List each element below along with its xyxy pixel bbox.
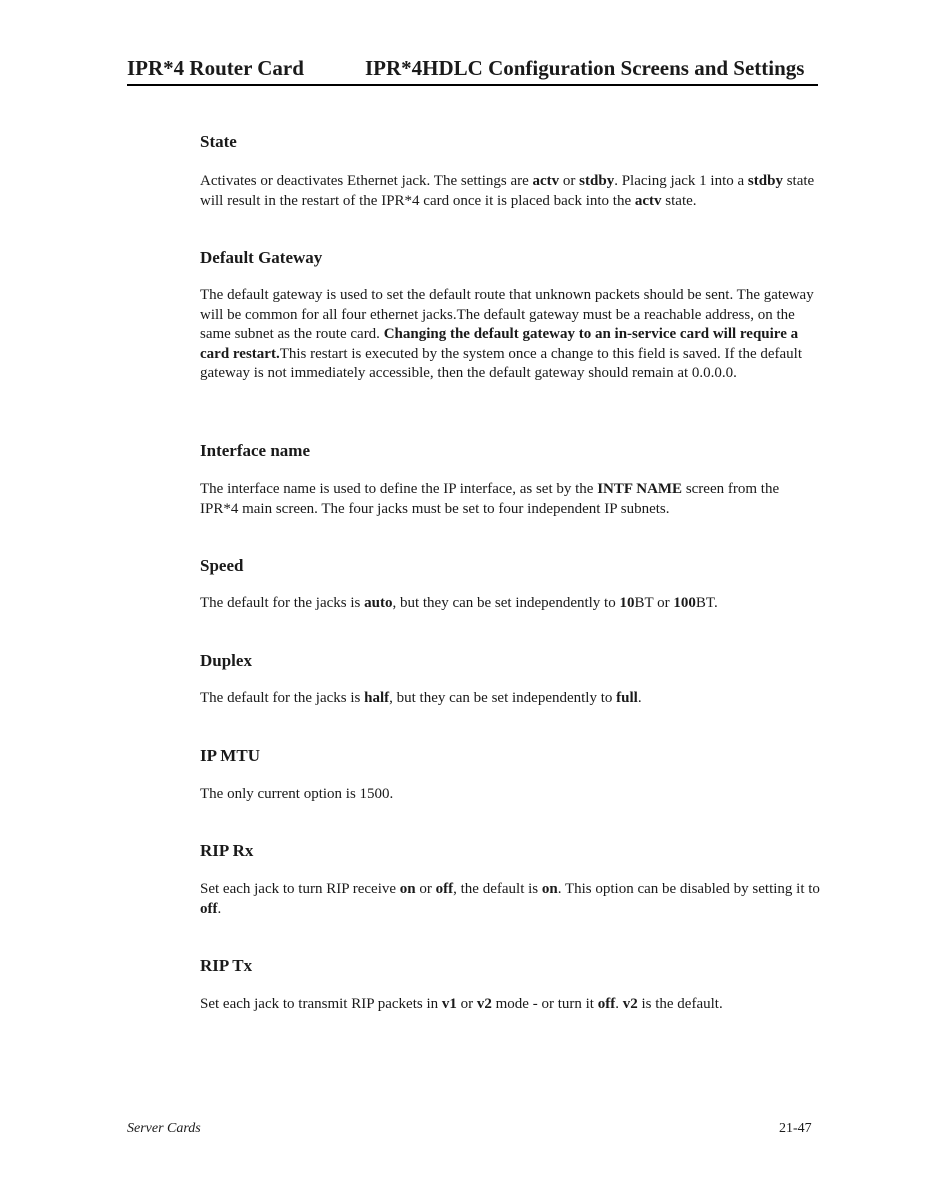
section-rip-tx bbox=[200, 956, 820, 1012]
section-paragraph bbox=[200, 785, 820, 805]
section-default-gateway bbox=[200, 248, 820, 381]
text-run: state will result in the restart of the IPR*4 card once it is placed back into the bbox=[200, 173, 815, 209]
text-run: , but they can be set independently to bbox=[389, 690, 617, 706]
section-title: Default Gateway bbox=[200, 248, 323, 267]
page-header bbox=[127, 54, 818, 86]
bold-text: v2 bbox=[476, 996, 492, 1012]
text-run: state. bbox=[661, 192, 697, 209]
bold-text: 10 bbox=[619, 595, 635, 611]
bold-text: auto bbox=[364, 595, 393, 611]
bold-text: Changing the default gateway to an in-service card will require a card restart. bbox=[200, 326, 799, 362]
section-paragraph bbox=[200, 689, 820, 709]
section-body bbox=[200, 286, 820, 384]
bold-text: stdby bbox=[747, 173, 783, 189]
text-run: . bbox=[217, 900, 222, 917]
bold-text: v2 bbox=[622, 996, 638, 1012]
text-run: The default gateway is used to set the default route that unknown packets should be sent. The gateway will be common for all four ethernet jacks.The default gateway must be a reachable address, on the same subnet as the route card. bbox=[200, 287, 814, 342]
section-paragraph bbox=[200, 286, 820, 384]
section-body bbox=[200, 480, 820, 519]
bold-text: INTF NAME bbox=[597, 481, 683, 497]
bold-text: full bbox=[616, 690, 638, 706]
text-run: mode - or turn it bbox=[491, 996, 598, 1012]
text-run: Activates or deactivates Ethernet jack. The settings are bbox=[200, 173, 533, 189]
text-run: BT or bbox=[634, 595, 674, 611]
bold-text: off bbox=[435, 881, 454, 897]
section-title: State bbox=[200, 132, 237, 151]
text-run: BT. bbox=[695, 595, 718, 611]
section-body bbox=[200, 880, 820, 919]
text-run: The interface name is used to define the IP interface, as set by the bbox=[200, 481, 598, 497]
bold-text: 100 bbox=[673, 595, 696, 611]
text-run: . bbox=[615, 996, 623, 1012]
bold-text: on bbox=[399, 881, 416, 897]
text-run: Set each jack to transmit RIP packets in bbox=[200, 996, 442, 1012]
section-paragraph bbox=[200, 172, 820, 211]
section-body bbox=[200, 172, 820, 211]
bold-text: off bbox=[200, 900, 218, 917]
section-title: RIP Tx bbox=[200, 956, 253, 975]
section-title: Speed bbox=[200, 556, 244, 575]
section-body bbox=[200, 594, 820, 614]
text-run: The default for the jacks is bbox=[200, 690, 365, 706]
bold-text: v1 bbox=[441, 996, 457, 1012]
bold-text: on bbox=[541, 881, 558, 897]
text-run: or bbox=[415, 881, 436, 897]
bold-text: actv bbox=[634, 192, 662, 209]
text-run: This restart is executed by the system once a change to this field is saved. If the default gateway is not immediately accessible, then the default gateway should remain at 0.0.0.0. bbox=[200, 345, 803, 381]
text-run: , the default is bbox=[453, 881, 542, 897]
text-run: The only current option is 1500. bbox=[200, 786, 394, 802]
section-paragraph bbox=[200, 995, 820, 1015]
section-body bbox=[200, 689, 820, 709]
section-duplex bbox=[200, 651, 820, 706]
bold-text: half bbox=[364, 690, 390, 706]
header-right-title: IPR*4HDLC Configuration Screens and Settings bbox=[365, 56, 805, 80]
section-title: Interface name bbox=[200, 441, 310, 460]
section-paragraph bbox=[200, 594, 820, 614]
text-run: . This option can be disabled by setting it to bbox=[557, 881, 820, 897]
header-left-title: IPR*4 Router Card bbox=[127, 56, 304, 80]
page-number: 21-47 bbox=[779, 1121, 812, 1136]
footer-left: Server Cards bbox=[127, 1121, 201, 1136]
bold-text: off bbox=[597, 996, 616, 1012]
section-title: Duplex bbox=[200, 651, 252, 670]
text-run: The default for the jacks is bbox=[200, 595, 365, 611]
text-run: , but they can be set independently to bbox=[392, 595, 620, 611]
text-run: is the default. bbox=[637, 996, 723, 1012]
section-rip-rx bbox=[200, 841, 820, 917]
bold-text: stdby bbox=[579, 173, 615, 189]
section-paragraph bbox=[200, 880, 820, 919]
section-body bbox=[200, 785, 820, 805]
text-run: or bbox=[559, 173, 580, 189]
section-speed bbox=[200, 556, 820, 611]
section-title: RIP Rx bbox=[200, 841, 254, 860]
text-run: . Placing jack 1 into a bbox=[614, 173, 748, 189]
section-state bbox=[200, 132, 820, 209]
section-interface-name bbox=[200, 441, 820, 517]
section-paragraph bbox=[200, 480, 820, 519]
text-run: . bbox=[637, 690, 642, 706]
section-title: IP MTU bbox=[200, 746, 260, 765]
bold-text: actv bbox=[532, 173, 560, 189]
text-run: Set each jack to turn RIP receive bbox=[200, 881, 400, 897]
text-run: or bbox=[456, 996, 477, 1012]
section-body bbox=[200, 995, 820, 1015]
text-run: screen from the IPR*4 main screen. The four jacks must be set to four independent IP subnets. bbox=[200, 481, 780, 517]
section-ip-mtu bbox=[200, 746, 820, 802]
